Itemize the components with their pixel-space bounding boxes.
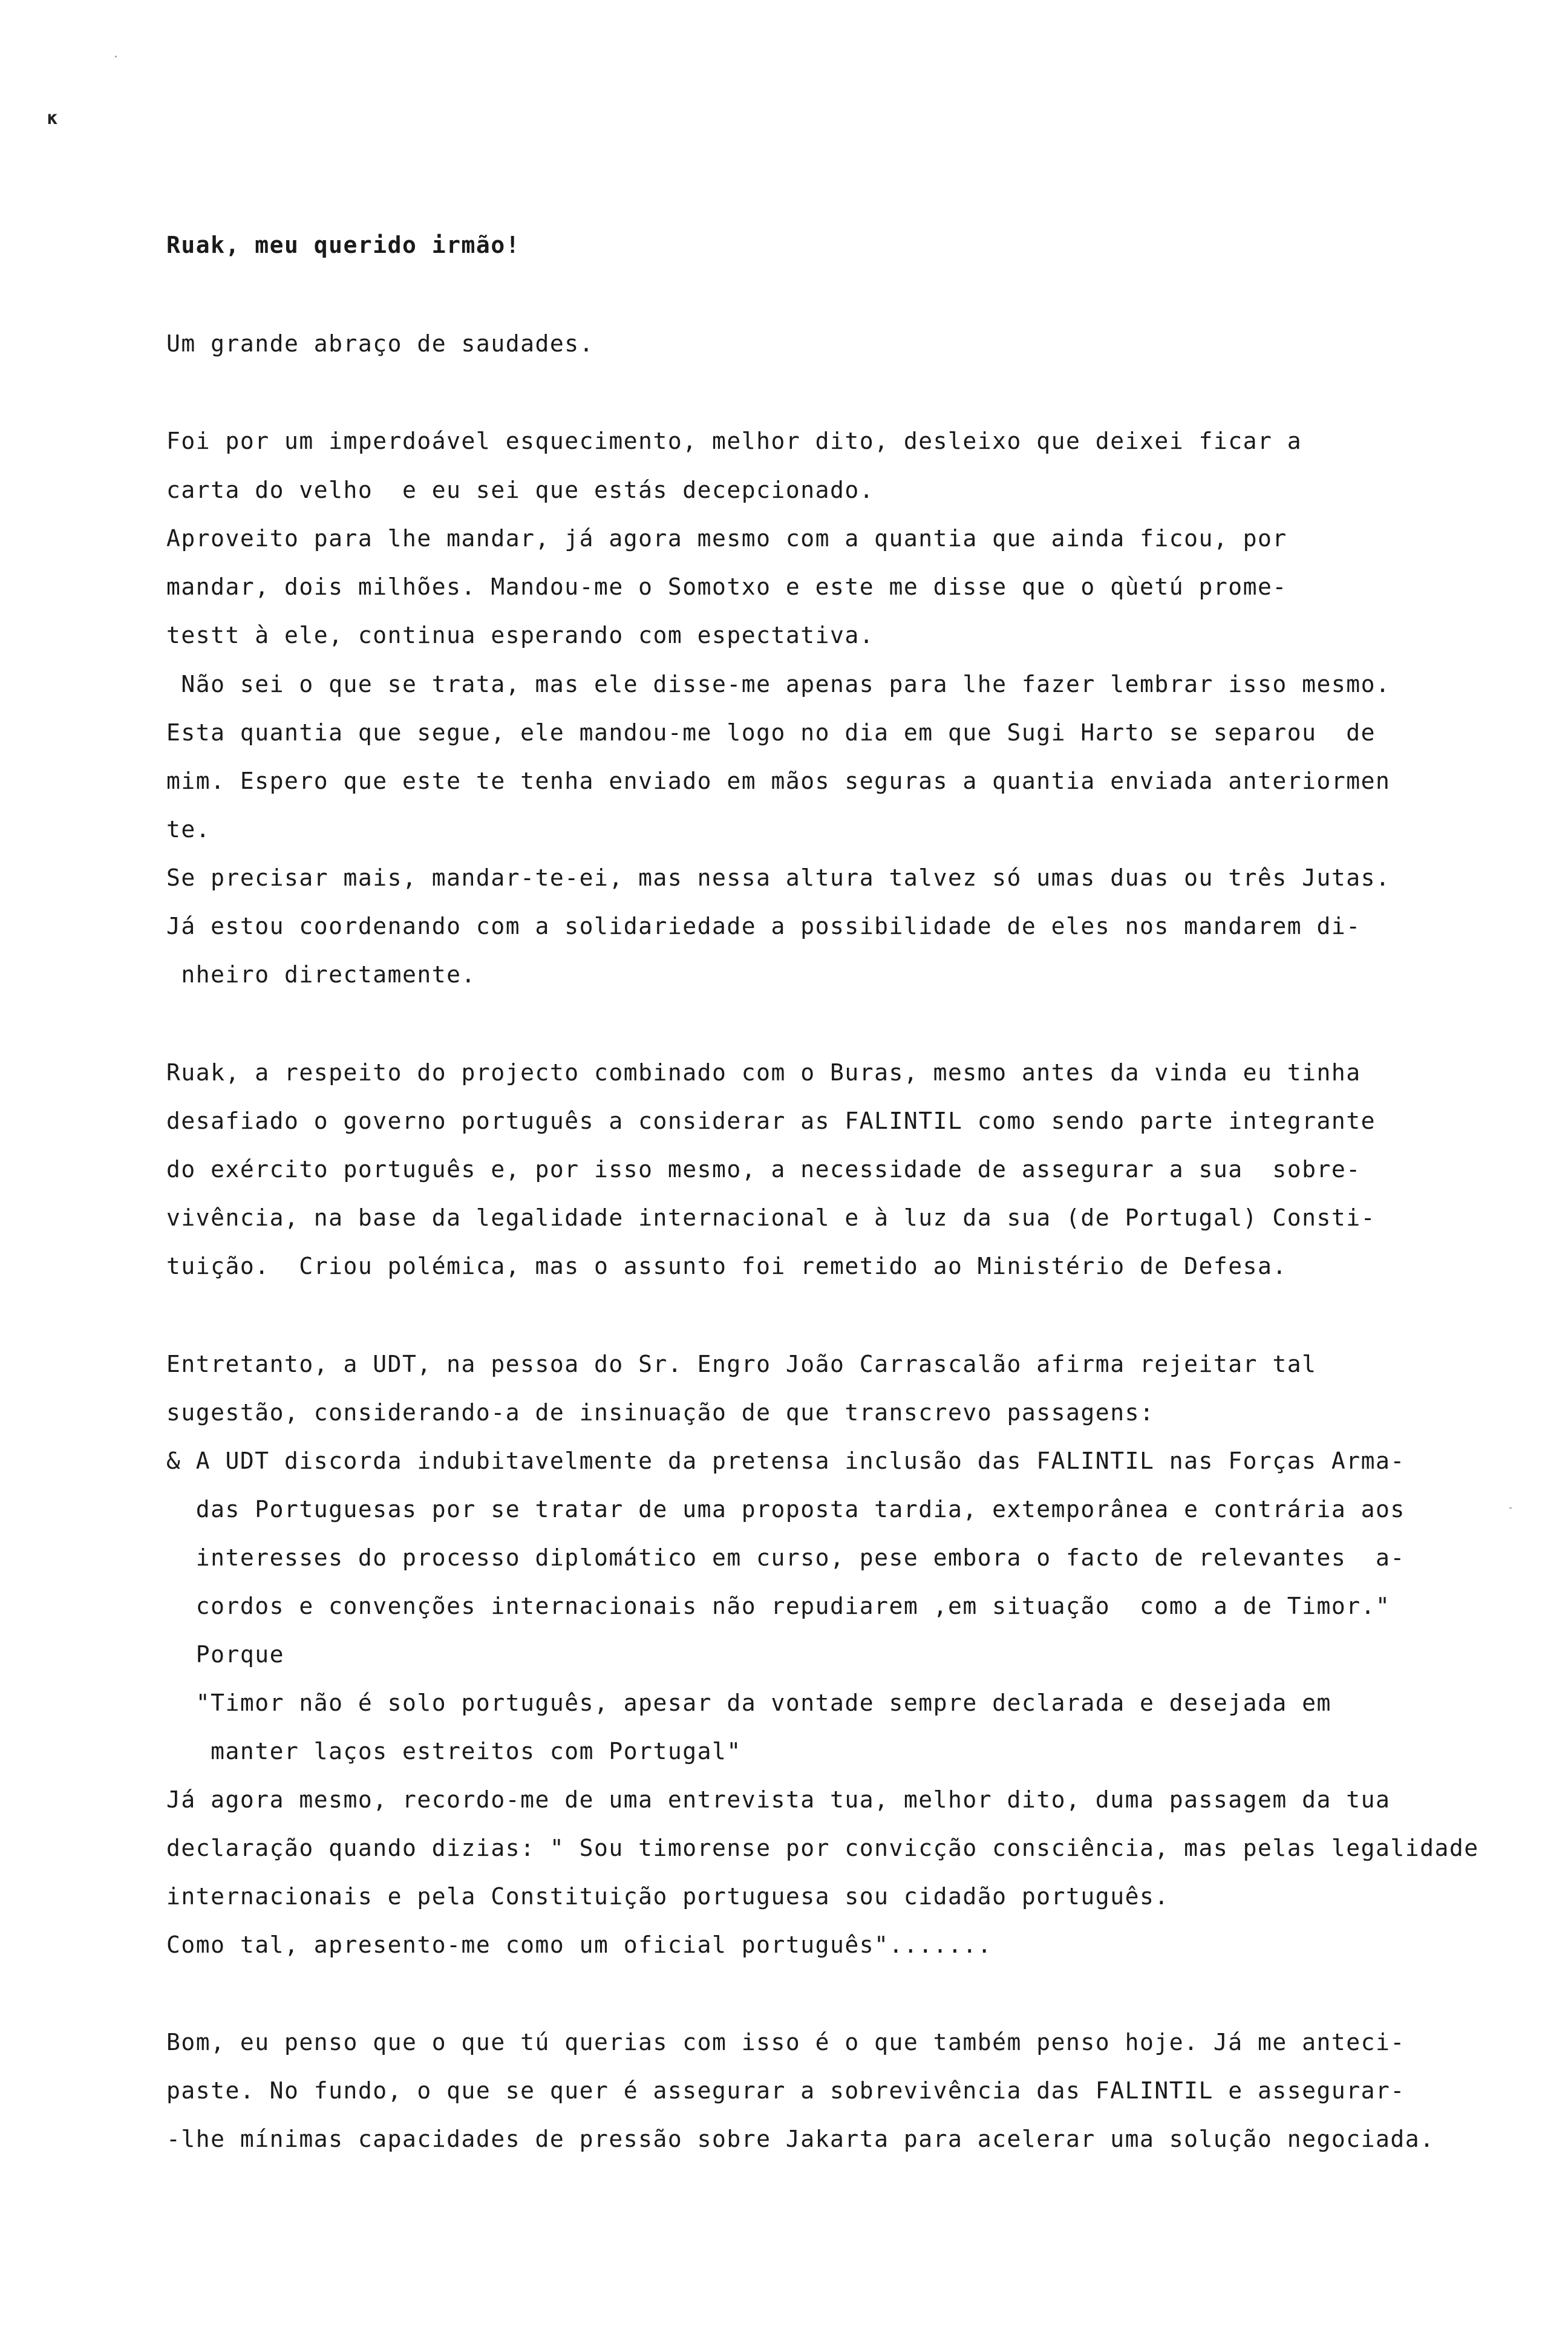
margin-mark: 𝛋: [47, 108, 58, 129]
letter-greeting: Ruak, meu querido irmão!: [166, 232, 521, 258]
paragraph-2-line: tuição. Criou polémica, mas o assunto foi remetido ao Ministério de Defesa.: [166, 1253, 1287, 1279]
quote-line: Porque: [166, 1641, 285, 1668]
paragraph-2-line: Ruak, a respeito do projecto combinado com o Buras, mesmo antes da vinda eu tinha: [166, 1059, 1361, 1086]
letter-opening: Um grande abraço de saudades.: [166, 330, 594, 357]
paragraph-3-line: Como tal, apresento-me como um oficial português".......: [166, 1931, 993, 1958]
paragraph-3-line: declaração quando dizias: " Sou timorense por convicção consciência, mas pelas legalidade: [166, 1835, 1479, 1861]
paragraph-1-line: Esta quantia que segue, ele mandou-me logo no dia em que Sugi Harto se separou de: [166, 719, 1376, 746]
paragraph-1-line: Aproveito para lhe mandar, já agora mesmo com a quantia que ainda ficou, por: [166, 525, 1287, 552]
paragraph-2-line: desafiado o governo português a considerar as FALINTIL como sendo parte integrante: [166, 1108, 1376, 1134]
paragraph-3-line: internacionais e pela Constituição portuguesa sou cidadão português.: [166, 1883, 1169, 1910]
quote-line: cordos e convenções internacionais não repudiarem ,em situação como a de Timor.": [166, 1593, 1391, 1619]
paragraph-3-line: sugestão, considerando-a de insinuação de que transcrevo passagens:: [166, 1399, 1155, 1426]
paragraph-2-line: do exército português e, por isso mesmo, a necessidade de assegurar a sua sobre-: [166, 1156, 1361, 1183]
paragraph-2-line: vivência, na base da legalidade internacional e à luz da sua (de Portugal) Consti-: [166, 1204, 1376, 1231]
paragraph-4-line: Bom, eu penso que o que tú querias com isso é o que também penso hoje. Já me anteci-: [166, 2029, 1405, 2055]
paragraph-1-line: testt à ele, continua esperando com espectativa.: [166, 622, 875, 648]
quote-line: manter laços estreitos com Portugal": [166, 1738, 742, 1765]
quote-line: das Portuguesas por se tratar de uma proposta tardia, extemporânea e contrária aos: [166, 1496, 1405, 1523]
paragraph-1-line: mandar, dois milhões. Mandou-me o Somotxo e este me disse que o qùetú prome-: [166, 573, 1287, 600]
quote-line: "Timor não é solo português, apesar da vontade sempre declarada e desejada em: [166, 1690, 1331, 1716]
paragraph-1-line: carta do velho e eu sei que estás decepcionado.: [166, 477, 875, 503]
paragraph-1-line: mim. Espero que este te tenha enviado em mãos seguras a quantia enviada anteriormen: [166, 768, 1391, 794]
paragraph-1-line: te.: [166, 816, 211, 843]
quote-line: interesses do processo diplomático em curso, pese embora o facto de relevantes a-: [166, 1544, 1405, 1571]
paragraph-1-line: nheiro directamente.: [166, 961, 476, 988]
paragraph-1-line: Já estou coordenando com a solidariedade a possibilidade de eles nos mandarem di-: [166, 913, 1361, 939]
paragraph-4-line: paste. No fundo, o que se quer é assegurar a sobrevivência das FALINTIL e assegurar-: [166, 2077, 1405, 2104]
paragraph-1-line: Foi por um imperdoável esquecimento, melhor dito, desleixo que deixei ficar a: [166, 428, 1302, 454]
paragraph-3-line: Já agora mesmo, recordo-me de uma entrevista tua, melhor dito, duma passagem da tua: [166, 1786, 1391, 1813]
paragraph-1-line: Não sei o que se trata, mas ele disse-me apenas para lhe fazer lembrar isso mesmo.: [166, 671, 1391, 697]
paper-speck: [115, 56, 117, 57]
paper-speck: [1509, 1507, 1512, 1509]
paragraph-3-line: Entretanto, a UDT, na pessoa do Sr. Engro João Carrascalão afirma rejeitar tal: [166, 1351, 1317, 1377]
paragraph-4-line: -lhe mínimas capacidades de pressão sobre Jakarta para acelerar uma solução negociada.: [166, 2126, 1435, 2152]
quote-line: & A UDT discorda indubitavelmente da pretensa inclusão das FALINTIL nas Forças Arma-: [166, 1448, 1405, 1474]
paragraph-1-line: Se precisar mais, mandar-te-ei, mas nessa altura talvez só umas duas ou três Jutas.: [166, 864, 1391, 891]
